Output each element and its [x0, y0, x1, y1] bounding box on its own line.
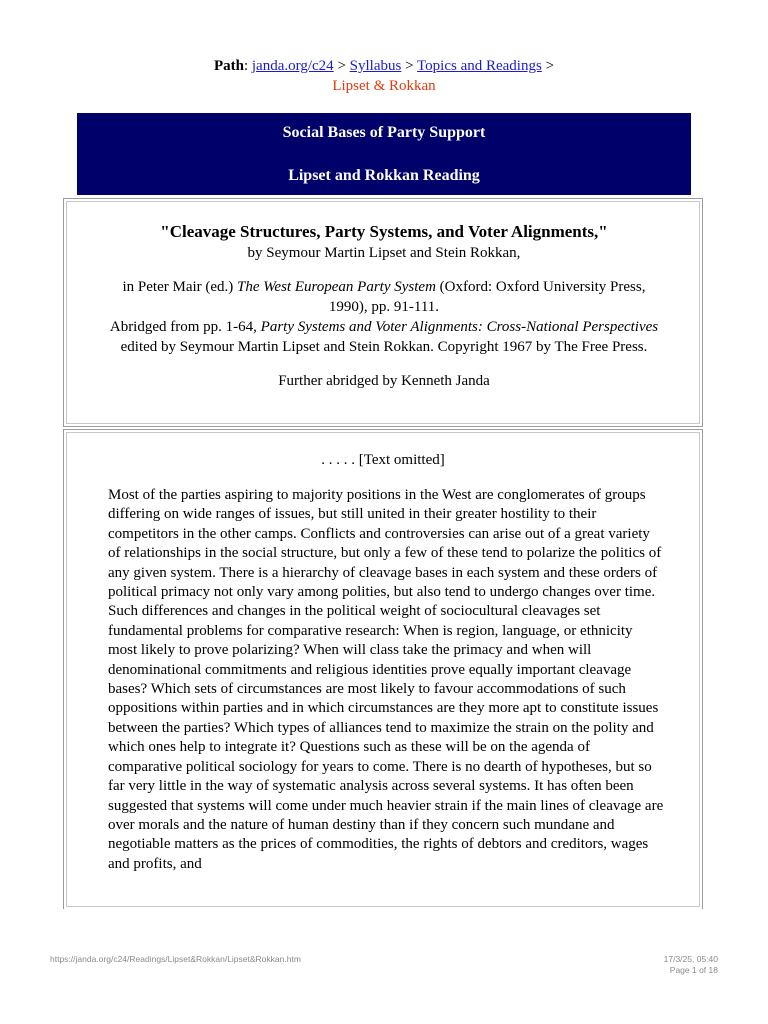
- breadcrumb-arrow: >: [541, 58, 555, 74]
- banner-subtitle: Lipset and Rokkan Reading: [288, 167, 480, 184]
- breadcrumb: [0, 56, 768, 96]
- breadcrumb-link-topics[interactable]: Topics and Readings: [417, 58, 542, 74]
- abridged-source: Abridged from pp. 1-64, Party Systems and Voter Alignments: Cross-National Perspectives edited by Seymour Martin Lipset and Stein Rokkan. Copyright 1967 by The Free Press.: [109, 319, 659, 355]
- text-omitted-note: . . . . . [Text omitted]: [321, 452, 445, 468]
- article-title: "Cleavage Structures, Party Systems, and Voter Alignments,": [160, 222, 608, 241]
- breadcrumb-arrow: >: [333, 58, 350, 74]
- banner-title: Social Bases of Party Support: [282, 124, 486, 141]
- footer-url: https://janda.org/c24/Readings/Lipset&Rokkan/Lipset&Rokkan.htm: [50, 954, 301, 964]
- citation-box: [63, 198, 703, 427]
- path-separator: :: [243, 58, 252, 74]
- footer-page-number: Page 1 of 18: [669, 965, 718, 975]
- breadcrumb-current: Lipset & Rokkan: [332, 78, 436, 94]
- path-label: Path: [213, 58, 244, 74]
- reading-box: [63, 429, 703, 909]
- breadcrumb-link-syllabus[interactable]: Syllabus: [349, 58, 402, 74]
- citation: [104, 221, 664, 391]
- breadcrumb-arrow: >: [401, 58, 418, 74]
- breadcrumb-link-home[interactable]: janda.org/c24: [251, 58, 334, 74]
- source-book: in Peter Mair (ed.) The West European Party System (Oxford: Oxford University Press, 1990), pp. 91-111.: [122, 279, 646, 315]
- reading-paragraph: Most of the parties aspiring to majority positions in the West are conglomerates of groups differing on wide ranges of issues, but still united in their greater hostility to their competitors in the other camps. Conflicts and controversies can arise out of a great variety of relationships in the social structure, but only a few of these tend to polarize the politics of any given system. There is a hierarchy of cleavage bases in each system and these orders of political primacy not only vary among polities, but also tend to undergo changes over time. Such differences and changes in the political weight of sociocultural cleavages set fundamental problems for comparative research: When is region, language, or ethnicity most likely to prove polarizing? When will class take the primacy and when will denominational commitments and religious identities prove equally important cleavage bases? Which sets of circumstances are most likely to favour accommodations of such oppositions within parties and in which circumstances are they more apt to constitute issues between the parties? Which types of alliances tend to maximize the strain on the polity and which ones help to integrate it? Questions such as these will be on the agenda of comparative political sociology for years to come. There is no dearth of hypotheses, but so far very little in the way of systematic analysis across several systems. It has often been suggested that systems will come under much heavier strain if the main lines of cleavage are over morals and the nature of human destiny than if they concern such mundane and negotiable matters as the prices of commodities, the rights of debtors and creditors, wages and profits, and: [108, 487, 664, 872]
- article-authors: by Seymour Martin Lipset and Stein Rokkan,: [247, 245, 521, 261]
- further-abridged: Further abridged by Kenneth Janda: [278, 373, 490, 389]
- footer-datetime: 17/3/25, 05:40: [663, 954, 718, 964]
- page-banner: [77, 113, 691, 195]
